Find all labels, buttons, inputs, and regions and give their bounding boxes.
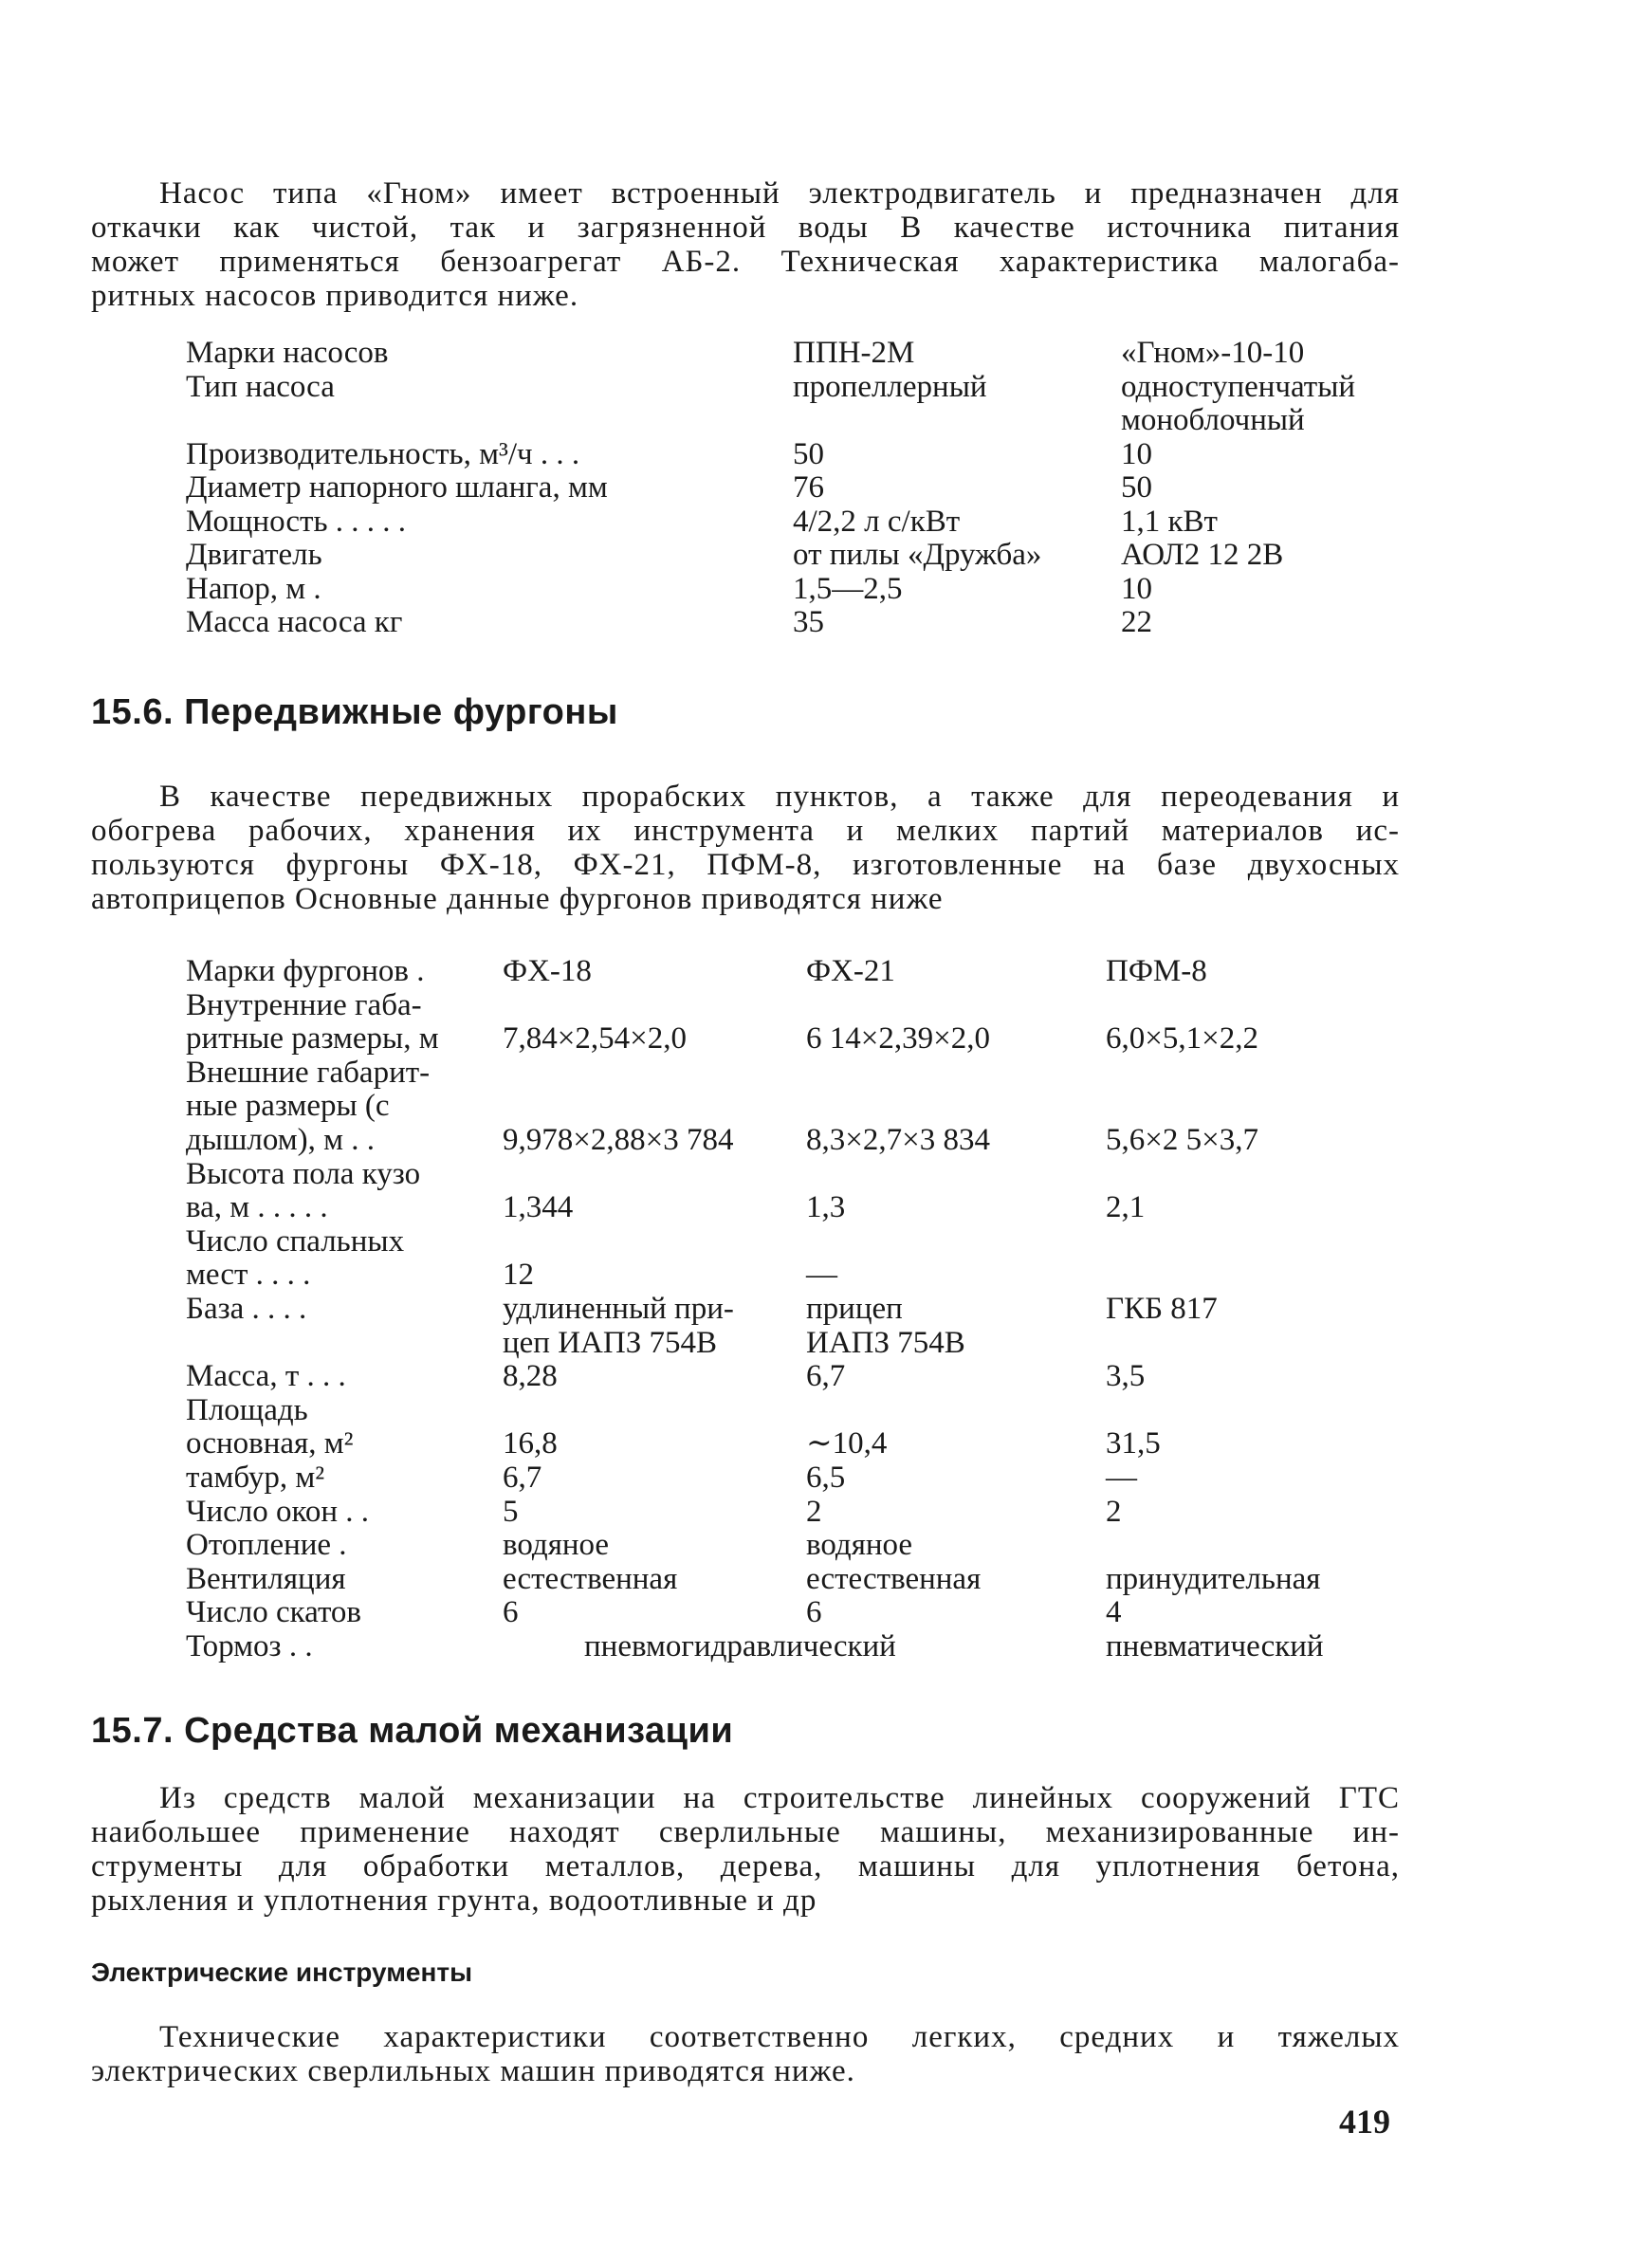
table-cell: 7,84×2,54×2,0 bbox=[503, 1021, 687, 1057]
paragraph-line: пользуются фургоны ФХ-18, ФХ-21, ПФМ-8, изготовленные на базе двухосных bbox=[91, 848, 1400, 882]
table-cell: 4/2,2 л с/кВт bbox=[793, 504, 961, 539]
paragraph-line: рыхления и уплотнения грунта, водоотливные и др bbox=[91, 1884, 817, 1918]
section-15-7-paragraph bbox=[91, 1781, 1400, 1918]
paragraph-line: Технические характеристики соответственно легких, средних и тяжелых bbox=[159, 2020, 1400, 2054]
table-row-label: Тип насоса bbox=[186, 369, 335, 404]
table-row-label: Отопление . bbox=[186, 1528, 347, 1563]
table-cell: 31,5 bbox=[1106, 1426, 1161, 1461]
table-cell: 10 bbox=[1121, 571, 1152, 606]
table-row-label: Масса, т . . . bbox=[186, 1359, 346, 1394]
table-row-label: Напор, м . bbox=[186, 571, 321, 606]
table-row-label: Вентиляция bbox=[186, 1561, 346, 1596]
table-cell: принудительная bbox=[1106, 1561, 1321, 1596]
table-cell: от пилы «Дружба» bbox=[793, 538, 1042, 572]
table-cell: 5 bbox=[503, 1494, 519, 1529]
table-cell: 8,28 bbox=[503, 1359, 558, 1394]
paragraph-line: откачки как чистой, так и загрязненной воды В качестве источника питания bbox=[91, 211, 1400, 245]
table-row-label: Число спальных bbox=[186, 1223, 405, 1259]
table-cell: 2 bbox=[806, 1494, 822, 1529]
paragraph-line: В качестве передвижных прорабских пунктов, а также для переодевания и bbox=[159, 780, 1400, 814]
section-15-6-paragraph bbox=[91, 780, 1400, 916]
table-cell: ФХ-18 bbox=[503, 954, 592, 988]
table-cell: 50 bbox=[1121, 470, 1152, 505]
table-row-label: дышлом), м . . bbox=[186, 1123, 375, 1157]
table-cell: ФХ-21 bbox=[806, 954, 895, 988]
intro-paragraph bbox=[91, 176, 1400, 313]
paragraph-line: Насос типа «Гном» имеет встроенный электродвигатель и предназначен для bbox=[159, 176, 1400, 211]
page-number: 419 bbox=[1339, 2103, 1390, 2141]
table-row-label: ные размеры (с bbox=[186, 1089, 390, 1124]
table-cell: 35 bbox=[793, 605, 824, 639]
table-row-label: ва, м . . . . . bbox=[186, 1190, 328, 1225]
table-cell: 6 bbox=[806, 1595, 822, 1630]
table-row-label: Марки фургонов . bbox=[186, 954, 425, 988]
subsection-paragraph bbox=[91, 2020, 1400, 2088]
paragraph-line: наибольшее применение находят сверлильные машины, механизированные ин- bbox=[91, 1815, 1400, 1849]
table-row-label: ритные размеры, м bbox=[186, 1021, 439, 1057]
table-cell: 6,7 bbox=[503, 1461, 542, 1495]
table-row-label: Число окон . . bbox=[186, 1494, 369, 1529]
table-cell: 1,1 кВт bbox=[1121, 504, 1218, 539]
table-cell: 6,7 bbox=[806, 1359, 846, 1394]
table-row-label: Высота пола кузо bbox=[186, 1156, 421, 1191]
paragraph-line: Из средств малой механизации на строительстве линейных сооружений ГТС bbox=[159, 1781, 1400, 1815]
table-row-label: Масса насоса кг bbox=[186, 605, 403, 639]
table-cell: удлиненный при- bbox=[503, 1292, 734, 1326]
table-cell: пневмогидравлический bbox=[584, 1629, 896, 1663]
table-row-label: Число скатов bbox=[186, 1595, 362, 1630]
table-row-label: Внутренние габа- bbox=[186, 987, 422, 1022]
paragraph-line: автоприцепов Основные данные фургонов приводятся ниже bbox=[91, 882, 944, 916]
table-cell: 22 bbox=[1121, 605, 1152, 639]
table-cell: 16,8 bbox=[503, 1426, 558, 1461]
table-row-label: Производительность, м³/ч . . . bbox=[186, 436, 580, 471]
table-cell: ПФМ-8 bbox=[1106, 954, 1207, 988]
table-cell: 8,3×2,7×3 834 bbox=[806, 1123, 990, 1157]
paragraph-line: ритных насосов приводится ниже. bbox=[91, 279, 579, 313]
table-cell: одноступенчатый bbox=[1121, 369, 1356, 404]
table-row-label: База . . . . bbox=[186, 1292, 307, 1326]
table-cell: 6 bbox=[503, 1595, 519, 1630]
table-row-label: Диаметр напорного шланга, мм bbox=[186, 470, 608, 505]
subsection-heading: Электрические инструменты bbox=[91, 1957, 473, 1987]
table-cell: 1,5—2,5 bbox=[793, 571, 903, 606]
table-cell: «Гном»-10-10 bbox=[1121, 336, 1305, 370]
table-row-label: тамбур, м² bbox=[186, 1461, 325, 1495]
table-cell: 5,6×2 5×3,7 bbox=[1106, 1123, 1258, 1157]
table-cell: 1,3 bbox=[806, 1190, 846, 1225]
table-cell: водяное bbox=[503, 1528, 610, 1563]
table-cell: ИАПЗ 754В bbox=[806, 1325, 965, 1360]
paragraph-line: электрических сверлильных машин приводятся ниже. bbox=[91, 2054, 855, 2088]
table-cell: 2 bbox=[1106, 1494, 1122, 1529]
table-cell: пропеллерный bbox=[793, 369, 987, 404]
table-row-label: Внешние габарит- bbox=[186, 1055, 431, 1090]
paragraph-line: может применяться бензоагрегат АБ-2. Техническая характеристика малогаба- bbox=[91, 245, 1400, 279]
section-heading-15-7: 15.7. Средства малой механизации bbox=[91, 1711, 734, 1751]
table-cell: 3,5 bbox=[1106, 1359, 1146, 1394]
table-cell: — bbox=[806, 1258, 837, 1293]
table-cell: цеп ИАПЗ 754В bbox=[503, 1325, 718, 1360]
table-cell: водяное bbox=[806, 1528, 913, 1563]
table-cell: 50 bbox=[793, 436, 824, 471]
table-cell: пневматический bbox=[1106, 1629, 1324, 1663]
table-cell: ∼10,4 bbox=[806, 1426, 888, 1461]
table-cell: естественная bbox=[806, 1561, 982, 1596]
table-cell: ППН-2М bbox=[793, 336, 915, 370]
table-cell: моноблочный bbox=[1121, 403, 1305, 437]
paragraph-line: струменты для обработки металлов, дерева, машины для уплотнения бетона, bbox=[91, 1849, 1400, 1884]
table-row-label: мест . . . . bbox=[186, 1258, 311, 1293]
table-row-label: Тормоз . . bbox=[186, 1629, 313, 1663]
table-cell: АОЛ2 12 2В bbox=[1121, 538, 1284, 572]
table-cell: 9,978×2,88×3 784 bbox=[503, 1123, 734, 1157]
table-row-label: Площадь bbox=[186, 1392, 308, 1427]
table-cell: 4 bbox=[1106, 1595, 1122, 1630]
table-cell: 6,5 bbox=[806, 1461, 846, 1495]
section-heading-15-6: 15.6. Передвижные фургоны bbox=[91, 692, 618, 732]
table-row-label: Мощность . . . . . bbox=[186, 504, 407, 539]
table-cell: 1,344 bbox=[503, 1190, 574, 1225]
table-cell: 6,0×5,1×2,2 bbox=[1106, 1021, 1258, 1057]
table-cell: 6 14×2,39×2,0 bbox=[806, 1021, 990, 1057]
table-cell: 12 bbox=[503, 1258, 534, 1293]
table-cell: 2,1 bbox=[1106, 1190, 1146, 1225]
table-cell: прицеп bbox=[806, 1292, 903, 1326]
paragraph-line: обогрева рабочих, хранения их инструмента и мелких партий материалов ис- bbox=[91, 814, 1400, 848]
table-cell: ГКБ 817 bbox=[1106, 1292, 1218, 1326]
table-cell: естественная bbox=[503, 1561, 678, 1596]
table-cell: 10 bbox=[1121, 436, 1152, 471]
table-cell: — bbox=[1106, 1461, 1137, 1495]
table-row-label: основная, м² bbox=[186, 1426, 354, 1461]
table-row-label: Двигатель bbox=[186, 538, 322, 572]
table-cell: 76 bbox=[793, 470, 824, 505]
table-row-label: Марки насосов bbox=[186, 336, 389, 370]
